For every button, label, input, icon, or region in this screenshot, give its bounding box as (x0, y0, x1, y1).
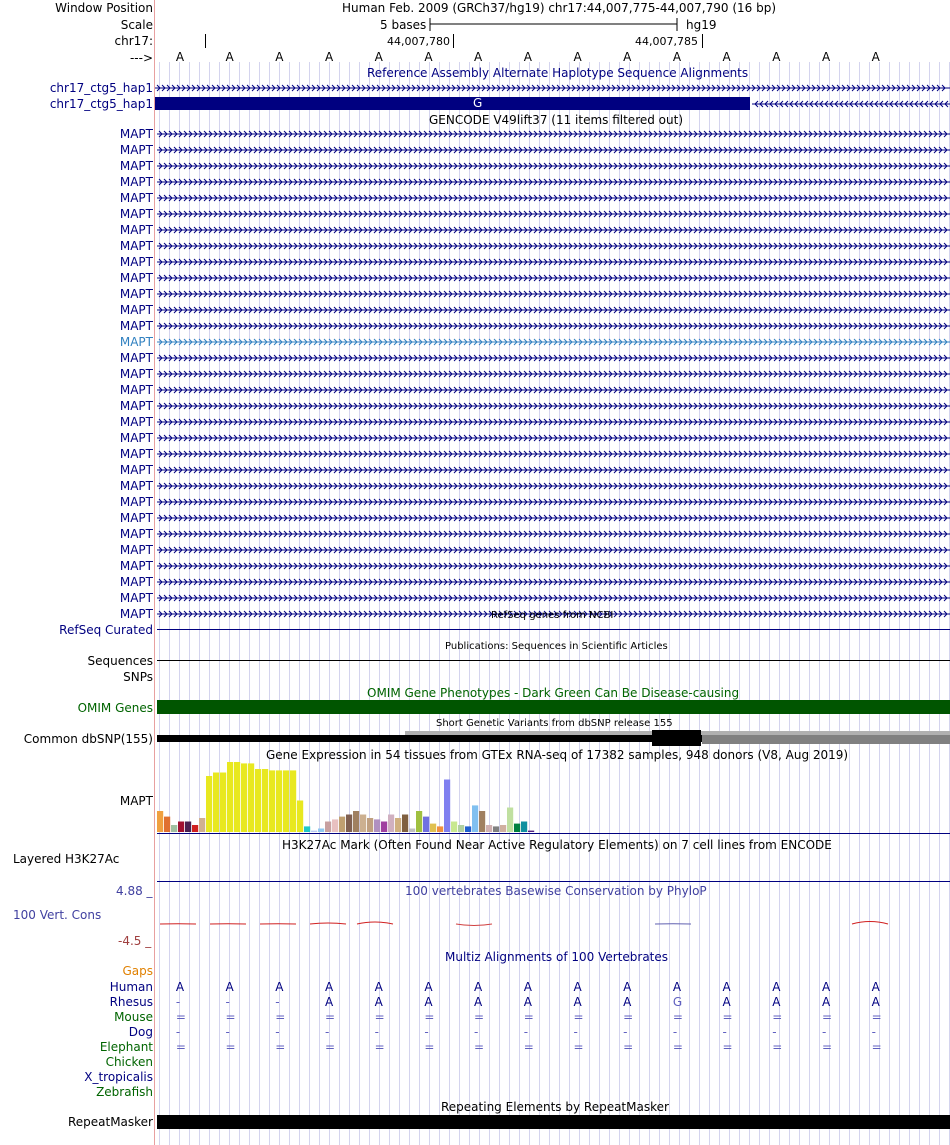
gencode-transcript-label[interactable]: MAPT (119, 143, 153, 157)
multiz-species-label[interactable]: Human (109, 980, 153, 994)
base-letter: A (573, 50, 582, 64)
multiz-alignment-base: = (672, 1040, 683, 1054)
multiz-alignment-base: A (474, 980, 483, 994)
multiz-alignment-base: - (523, 1025, 529, 1039)
phylop-title[interactable]: 100 vertebrates Basewise Conservation by PhyloP (405, 884, 707, 898)
multiz-alignment-base: = (474, 1010, 485, 1024)
multiz-alignment-base: A (275, 980, 284, 994)
gencode-transcript-label[interactable]: MAPT (119, 335, 153, 349)
gencode-transcript-label[interactable]: MAPT (119, 127, 153, 141)
base-letter: A (275, 50, 284, 64)
dbsnp-title[interactable]: Short Genetic Variants from dbSNP release 155 (436, 718, 673, 729)
multiz-alignment-base: A (871, 980, 880, 994)
gencode-transcript-label[interactable]: MAPT (119, 191, 153, 205)
gtex-tissue-bar (444, 780, 450, 833)
multiz-alignment-base: = (374, 1010, 385, 1024)
multiz-species-label[interactable]: Zebrafish (96, 1085, 153, 1099)
multiz-alignment-base: - (225, 1025, 230, 1039)
multiz-alignment-base: A (424, 980, 433, 994)
gtex-tissue-bar (199, 818, 205, 832)
multiz-alignment-base: A (772, 980, 781, 994)
gencode-transcript-label[interactable]: MAPT (119, 399, 153, 413)
strand-label: ---> (129, 51, 153, 65)
gencode-title[interactable]: GENCODE V49lift37 (11 items filtered out) (429, 113, 684, 127)
base-letter: A (871, 50, 880, 64)
gencode-transcript-label[interactable]: MAPT (119, 479, 153, 493)
alt-haplotype-mismatch-base: G (473, 96, 483, 110)
multiz-alignment-base: = (871, 1010, 882, 1024)
gencode-transcript-label[interactable]: MAPT (119, 607, 153, 621)
multiz-alignment-base: = (424, 1040, 435, 1054)
gtex-tissue-bar (402, 815, 408, 833)
multiz-alignment-base: = (772, 1040, 783, 1054)
multiz-alignment-base: = (672, 1010, 683, 1024)
gtex-tissue-bar (388, 815, 394, 833)
gtex-tissue-bar (269, 770, 275, 832)
multiz-alignment-base: - (821, 1025, 827, 1039)
multiz-alignment-base: - (175, 1025, 181, 1039)
multiz-alignment-base: A (424, 995, 433, 1009)
multiz-alignment-base: A (623, 980, 632, 994)
gtex-title[interactable]: Gene Expression in 54 tissues from GTEx RNA-seq of 17382 samples, 948 donors (V8, Aug 2019) (266, 748, 849, 762)
repeatmasker-bar (157, 1115, 950, 1129)
gtex-tissue-bar (423, 817, 429, 832)
multiz-alignment-base: = (623, 1010, 634, 1024)
omim-label[interactable]: OMIM Genes (77, 701, 153, 715)
multiz-alignment-base: G (672, 995, 683, 1009)
multiz-alignment-base: = (324, 1010, 335, 1024)
publications-title[interactable]: Publications: Sequences in Scientific Articles (445, 641, 668, 652)
gencode-transcript-label[interactable]: MAPT (119, 495, 153, 509)
gtex-tissue-bar (409, 829, 415, 833)
multiz-species-label[interactable]: Rhesus (109, 995, 153, 1009)
gencode-transcript-label[interactable]: MAPT (119, 383, 153, 397)
gtex-tissue-bar (346, 815, 352, 833)
multiz-alignment-base: A (772, 995, 781, 1009)
publications-sequences-label[interactable]: Sequences (87, 654, 153, 668)
multiz-alignment-base: - (672, 1025, 678, 1039)
repeatmasker-title[interactable]: Repeating Elements by RepeatMasker (441, 1100, 669, 1114)
gtex-tissue-bar (479, 811, 485, 832)
refseq-title[interactable]: RefSeq genes from NCBI (491, 610, 614, 621)
gencode-transcript-label[interactable]: MAPT (119, 255, 153, 269)
multiz-alignment-base: = (275, 1040, 286, 1054)
gtex-tissue-bar (514, 824, 520, 832)
gtex-tissue-bar (290, 770, 296, 832)
multiz-alignment-base: A (871, 995, 880, 1009)
gtex-tissue-bar (353, 811, 359, 832)
gencode-transcript-label[interactable]: MAPT (119, 415, 153, 429)
phylop-score-mark (357, 922, 393, 924)
gtex-tissue-bar (262, 769, 268, 832)
multiz-alignment-base: - (225, 995, 230, 1009)
multiz-alignment-base: A (324, 980, 334, 994)
alt-haplotype-block (155, 97, 750, 110)
multiz-alignment-base: = (722, 1040, 733, 1054)
gencode-transcript-label[interactable]: MAPT (119, 239, 153, 253)
gtex-tissue-bar (276, 770, 282, 832)
multiz-alignment-base: - (175, 995, 181, 1009)
multiz-alignment-base: = (573, 1040, 584, 1054)
gtex-tissue-bar (220, 773, 226, 833)
multiz-alignment-base: = (474, 1040, 485, 1054)
dbsnp-variant-gray-right (702, 735, 950, 744)
position-tick-1: 44,007,780 (387, 35, 450, 48)
multiz-alignment-base: = (523, 1010, 534, 1024)
gtex-tissue-bar (458, 825, 464, 832)
base-letter: A (722, 50, 731, 64)
phylop-score-mark (456, 924, 492, 926)
scale-label: Scale (120, 18, 153, 32)
gtex-tissue-bar (360, 815, 366, 833)
gtex-tissue-bar (472, 805, 478, 832)
gtex-tissue-bar (528, 831, 534, 832)
gtex-tissue-bar (367, 818, 373, 832)
gtex-tissue-bar (416, 811, 422, 832)
phylop-score-mark (310, 923, 346, 924)
gencode-transcript-label[interactable]: MAPT (119, 319, 153, 333)
phylop-label[interactable]: 100 Vert. Cons (13, 908, 102, 922)
multiz-alignment-base: = (623, 1040, 634, 1054)
multiz-alignment-base: = (324, 1040, 335, 1054)
chrom-label: chr17: (114, 34, 153, 48)
gencode-transcript-label[interactable]: MAPT (119, 447, 153, 461)
base-letter: A (523, 50, 532, 64)
multiz-alignment-base: = (424, 1010, 435, 1024)
base-letter: A (474, 50, 483, 64)
gtex-tissue-bar (437, 826, 443, 832)
gencode-transcript-label[interactable]: MAPT (119, 159, 153, 173)
gtex-tissue-bar (255, 769, 261, 832)
dbsnp-variant-block (652, 730, 701, 746)
gencode-transcript-label[interactable]: MAPT (119, 559, 153, 573)
gtex-tissue-bar (374, 819, 380, 832)
multiz-alignment-base: = (722, 1010, 733, 1024)
gtex-tissue-bar (325, 822, 331, 833)
multiz-alignment-base: - (474, 1025, 479, 1039)
gtex-tissue-bar (395, 818, 401, 832)
multiz-alignment-base: A (573, 980, 582, 994)
gtex-label[interactable]: MAPT (119, 794, 153, 808)
gtex-tissue-bar (241, 763, 247, 832)
gtex-tissue-bar (500, 825, 506, 832)
phylop-min-label: -4.5 _ (118, 934, 152, 948)
multiz-alignment-base: = (871, 1040, 882, 1054)
h3k27ac-label[interactable]: Layered H3K27Ac (13, 852, 120, 866)
gtex-tissue-bar (192, 825, 198, 832)
scale-text: 5 bases (380, 18, 427, 32)
gtex-tissue-bar (283, 770, 289, 832)
gtex-tissue-bar (248, 763, 254, 832)
gencode-transcript-label[interactable]: MAPT (119, 463, 153, 477)
multiz-alignment-base: - (374, 1025, 379, 1039)
multiz-alignment-base: - (871, 1025, 876, 1039)
multiz-alignment-base: A (623, 995, 632, 1009)
window-position-label: Window Position (55, 1, 153, 15)
position-tick-2: 44,007,785 (635, 35, 698, 48)
h3k27ac-title[interactable]: H3K27Ac Mark (Often Found Near Active Regulatory Elements) on 7 cell lines from ENCODE (282, 838, 832, 852)
gtex-tissue-bar (304, 826, 310, 832)
gtex-tissue-bar (171, 825, 177, 832)
multiz-species-label[interactable]: X_tropicalis (84, 1070, 153, 1084)
multiz-alignment-base: = (225, 1010, 236, 1024)
gencode-transcript-label[interactable]: MAPT (119, 367, 153, 381)
multiz-alignment-base: A (672, 980, 682, 994)
gtex-tissue-bar (465, 826, 471, 832)
gtex-tissue-bar (185, 822, 191, 833)
multiz-alignment-base: A (324, 995, 334, 1009)
gtex-tissue-bar (332, 819, 338, 832)
multiz-alignment-base: A (573, 995, 582, 1009)
multiz-alignment-base: - (573, 1025, 578, 1039)
base-letter: A (623, 50, 632, 64)
multiz-alignment-base: A (821, 995, 831, 1009)
multiz-alignment-base: = (275, 1010, 286, 1024)
gencode-transcript-label[interactable]: MAPT (119, 271, 153, 285)
gtex-tissue-bar (227, 762, 233, 832)
gtex-tissue-bar (486, 825, 492, 832)
multiz-alignment-base: - (722, 1025, 727, 1039)
gencode-transcript-label[interactable]: MAPT (119, 527, 153, 541)
phylop-max-label: 4.88 _ (116, 884, 153, 898)
gtex-tissue-bar (507, 808, 513, 833)
multiz-species-label[interactable]: Chicken (105, 1055, 153, 1069)
multiz-alignment-base: - (275, 1025, 280, 1039)
gtex-tissue-bar (311, 831, 317, 832)
multiz-alignment-base: = (225, 1040, 236, 1054)
multiz-alignment-base: - (424, 1025, 429, 1039)
gencode-transcript-label[interactable]: MAPT (119, 431, 153, 445)
multiz-species-label[interactable]: Dog (128, 1025, 153, 1039)
gencode-transcript-label[interactable]: MAPT (119, 575, 153, 589)
multiz-alignment-base: A (374, 995, 383, 1009)
multiz-alignment-base: - (623, 1025, 628, 1039)
gtex-tissue-bar (157, 811, 163, 832)
gtex-tissue-bar (521, 822, 527, 833)
alt-haplotype-label-1[interactable]: chr17_ctg5_hap1 (49, 81, 153, 95)
multiz-alignment-base: = (374, 1040, 385, 1054)
multiz-alignment-base: = (175, 1040, 186, 1054)
multiz-alignment-base: = (573, 1010, 584, 1024)
multiz-alignment-base: - (275, 995, 280, 1009)
base-letter: A (374, 50, 383, 64)
base-letter: A (225, 50, 234, 64)
gencode-transcript-label[interactable]: MAPT (119, 511, 153, 525)
gtex-tissue-bar (318, 829, 324, 833)
gtex-tissue-bar (164, 817, 170, 832)
base-letter: A (175, 50, 185, 64)
gencode-transcript-label[interactable]: MAPT (119, 207, 153, 221)
gencode-transcript-label[interactable]: MAPT (119, 303, 153, 317)
base-letter: A (424, 50, 433, 64)
multiz-alignment-base: A (474, 995, 483, 1009)
multiz-alignment-base: A (722, 995, 731, 1009)
multiz-alignment-base: = (821, 1010, 832, 1024)
alt-haplotype-title[interactable]: Reference Assembly Alternate Haplotype Sequence Alignments (367, 66, 749, 80)
dbsnp-label[interactable]: Common dbSNP(155) (23, 732, 153, 746)
multiz-alignment-base: = (821, 1040, 832, 1054)
base-letter: A (821, 50, 831, 64)
base-letter: A (672, 50, 682, 64)
multiz-alignment-base: = (175, 1010, 186, 1024)
multiz-alignment-base: = (523, 1040, 534, 1054)
omim-title[interactable]: OMIM Gene Phenotypes - Dark Green Can Be Disease-causing (367, 686, 740, 700)
multiz-alignment-base: A (523, 980, 532, 994)
multiz-alignment-base: A (374, 980, 383, 994)
multiz-alignment-base: - (324, 1025, 330, 1039)
multiz-alignment-base: A (225, 980, 234, 994)
gencode-transcript-label[interactable]: MAPT (119, 543, 153, 557)
alt-haplotype-label-2[interactable]: chr17_ctg5_hap1 (49, 97, 153, 111)
gtex-tissue-bar (430, 824, 436, 832)
repeatmasker-label[interactable]: RepeatMasker (67, 1115, 153, 1129)
gencode-transcript-label[interactable]: MAPT (119, 175, 153, 189)
gtex-tissue-bar (381, 822, 387, 833)
gencode-transcript-label[interactable]: MAPT (119, 351, 153, 365)
publications-snps-label[interactable]: SNPs (123, 670, 153, 684)
gencode-transcript-label[interactable]: MAPT (119, 223, 153, 237)
scale-assembly: hg19 (686, 18, 717, 32)
base-letter: A (772, 50, 781, 64)
multiz-alignment-base: A (821, 980, 831, 994)
multiz-title[interactable]: Multiz Alignments of 100 Vertebrates (445, 950, 669, 964)
gtex-tissue-bar (206, 776, 212, 832)
multiz-alignment-base: A (523, 995, 532, 1009)
multiz-species-label[interactable]: Elephant (99, 1040, 153, 1054)
gtex-tissue-bar (493, 826, 499, 832)
multiz-alignment-base: = (772, 1010, 783, 1024)
omim-gene-bar (157, 700, 950, 714)
multiz-alignment-base: - (772, 1025, 777, 1039)
multiz-species-label[interactable]: Mouse (114, 1010, 153, 1024)
gtex-tissue-bar (451, 822, 457, 833)
refseq-label[interactable]: RefSeq Curated (59, 623, 153, 637)
multiz-alignment-base: A (175, 980, 185, 994)
multiz-gaps-label[interactable]: Gaps (122, 964, 153, 978)
gtex-tissue-bar (234, 762, 240, 832)
gtex-tissue-bar (213, 773, 219, 833)
gtex-tissue-bar (339, 817, 345, 832)
gtex-tissue-bar (178, 822, 184, 833)
gtex-tissue-bar (297, 801, 303, 833)
base-letter: A (324, 50, 334, 64)
gencode-transcript-label[interactable]: MAPT (119, 591, 153, 605)
gencode-transcript-label[interactable]: MAPT (119, 287, 153, 301)
multiz-alignment-base: A (722, 980, 731, 994)
window-position-value: Human Feb. 2009 (GRCh37/hg19) chr17:44,007,775-44,007,790 (16 bp) (342, 1, 777, 15)
